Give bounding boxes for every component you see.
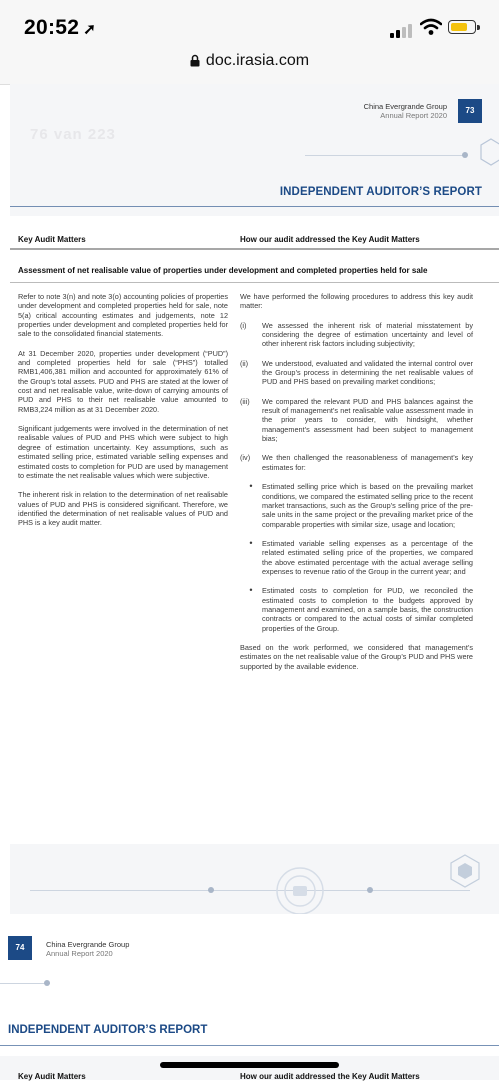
matter-paragraph: Significant judgements were involved in the determination of net realisable values of PUD and PHS which were subject to high degree of estimation uncertainty. Key assumptions, such as estimated selling price, estimated variable selling expenses and estimated costs to completion for PUD are used by management to estimate the net realisable values which were subjective. [18,424,228,480]
header-divider [10,248,499,250]
procedure-item [240,397,473,444]
bullet-item [240,482,473,529]
report-name: Annual Report 2020 [380,111,447,120]
procedure-item [240,359,473,387]
procedure-text: We then challenged the reasonableness of management’s key estimates for: [262,453,473,472]
report-name: Annual Report 2020 [46,949,113,958]
wifi-icon [420,18,442,36]
status-time [24,16,96,40]
title-divider [10,206,499,207]
document-page-74 [0,922,499,1080]
bullet-icon: • [249,585,253,596]
decorative-line [305,155,465,156]
bullet-text: Estimated variable selling expenses as a percentage of the related estimated selling price of the properties, we compared the above estimated percentage with the actual average selling expenses to revenue ratio of the Group in the current year; and [262,538,473,576]
page-header-company [364,102,447,120]
home-indicator[interactable] [160,1062,339,1068]
procedure-label: (ii) [240,358,249,368]
bullet-icon: • [249,481,253,492]
procedure-text: We understood, evaluated and validated the internal control over the Group’s process in determining the net realisable values of PUD and PHS based on prevailing market conditions; [262,358,473,387]
decorative-line [30,890,470,891]
watermark-text: 76 van 223 [30,126,116,143]
hexagon-deco-icon [450,854,480,888]
address-bar[interactable] [0,44,499,85]
matter-paragraph: Refer to note 3(n) and note 3(o) accounting policies of properties under development and completed properties held for sale, note 5(a) critical accounting estimates and judgements, note 12 properties under development and completed properties held for sale to the consolidated financial statements. [18,292,228,339]
page-title: INDEPENDENT AUDITOR’S REPORT [8,1024,208,1036]
url-display[interactable] [0,52,499,70]
decorative-dot [462,152,468,158]
status-bar [0,0,499,44]
procedure-label: (iv) [240,453,251,463]
bullet-icon: • [249,537,253,548]
audit-response-column [240,292,473,671]
seal-deco-icon [275,866,325,914]
matter-paragraph: At 31 December 2020, properties under development (“PUD”) and completed properties held for sale (“PHS”) totalled RMB1,406,381 million and accounted for approximately 61% of the Group’s total assets. PUD and PHS are stated at the lower of cost and net realisable value, write-down of carrying amounts of PUD and PHS to their net realisable value amounted to RMB3,224 million as at 31 December 2020. [18,348,228,414]
bullet-item [240,586,473,633]
procedure-label: (i) [240,320,247,330]
title-divider [0,1045,499,1046]
key-audit-matter-column [18,292,228,538]
audit-table [10,216,499,844]
page-number: 73 [458,99,482,123]
response-intro: We have performed the following procedures to address this key audit matter: [240,292,473,311]
col-header-how-addressed: How our audit addressed the Key Audit Matters [240,1072,420,1081]
battery-icon [448,20,476,34]
company-name: China Evergrande Group [363,102,447,111]
bullet-item [240,539,473,576]
decorative-line [0,983,50,984]
page-number: 74 [8,936,32,960]
procedure-item [240,321,473,349]
col-header-key-audit-matters: Key Audit Matters [18,1072,86,1081]
bullet-text: Estimated costs to completion for PUD, we reconciled the estimated costs to completion to the budgets approved by management and examined, on a sample basis, the construction contracts or compared to the actual costs of similar completed properties of the Group. [262,586,473,633]
document-page-73 [10,84,499,914]
decorative-dot [208,887,214,893]
procedure-text: We assessed the inherent risk of material misstatement by considering the degree of estimation uncertainty and level of other inherent risk factors including subjectivity; [262,320,473,349]
matter-paragraph: The inherent risk in relation to the determination of net realisable values of PUD and PHS is considered significant. Therefore, we identified the determination of net realisable values of PUD and PHS is a key audit matter. [18,490,228,528]
url-text: doc.irasia.com [205,52,310,69]
company-name: China Evergrande Group [46,940,130,949]
col-header-how-addressed: How our audit addressed the Key Audit Matters [240,235,420,244]
signal-icon [390,22,416,38]
hexagon-deco-icon [480,138,499,166]
procedure-text: We compared the relevant PUD and PHS balances against the result of management’s net realisable value assessment made in the prior years to consider, with hindsight, whether management’s assessment had been subject to management bias; [262,396,473,444]
decorative-dot [44,980,50,986]
decorative-dot [367,887,373,893]
section-divider [10,282,499,283]
time-text: 20:52 [24,16,80,39]
bullet-text: Estimated selling price which is based on the prevailing market conditions, we compared the estimated selling price to the recent market transactions, such as the Group’s selling price of the pre-sale units in the same project or the prevailing market price of the comparable properties with similar size, usage and location; [262,482,473,529]
lock-icon [190,54,200,67]
page-title: INDEPENDENT AUDITOR’S REPORT [279,186,482,198]
procedure-item [240,453,473,472]
location-arrow-icon: ➚ [83,21,97,38]
col-header-key-audit-matters: Key Audit Matters [18,235,86,244]
procedure-label: (iii) [240,396,250,406]
page-header-company [46,940,129,958]
conclusion-paragraph: Based on the work performed, we considered that management’s estimates on the net realisable value of the Group’s PUD and PHS were supported by the available evidence. [240,642,473,671]
section-title: Assessment of net realisable value of properties under development and completed properties held for sale [18,266,428,275]
